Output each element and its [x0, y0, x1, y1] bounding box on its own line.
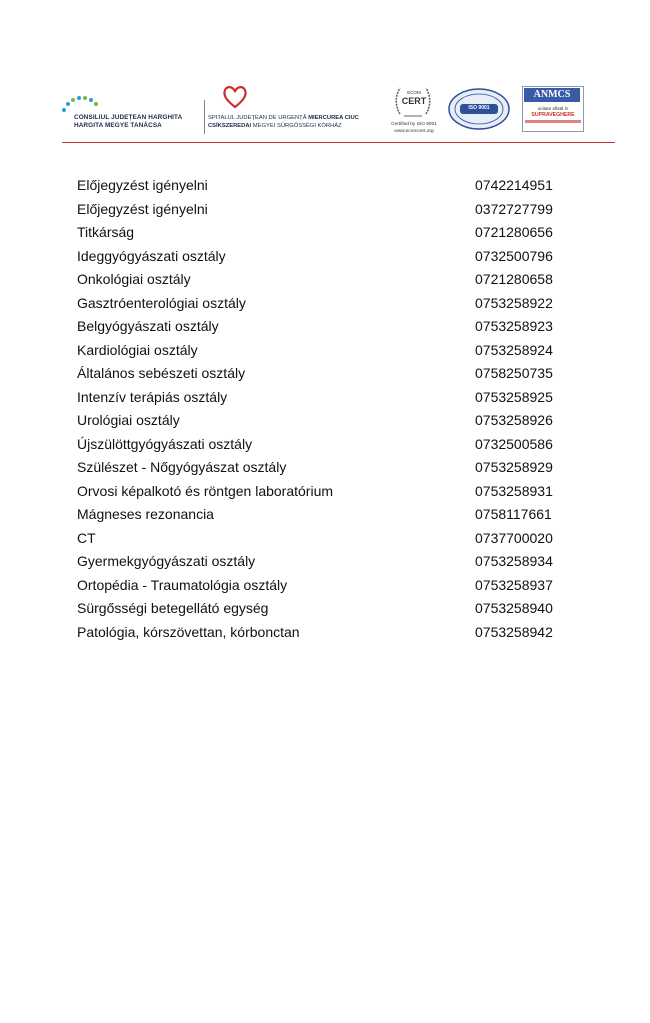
- contact-row: [77, 198, 577, 222]
- contact-row: [77, 409, 577, 433]
- hospital-logo: [208, 84, 384, 136]
- contact-row: [77, 221, 577, 245]
- phone-number: 0753258925: [475, 388, 553, 405]
- department-name: Sürgősségi betegellátó egység: [77, 600, 269, 616]
- phone-number: 0753258934: [475, 553, 553, 569]
- phone-number: 0742214951: [475, 177, 553, 193]
- department-name: CT: [77, 529, 96, 546]
- anmcs-title: ANMCS: [524, 88, 580, 102]
- department-name: Intenzív terápiás osztály: [77, 388, 228, 405]
- phone-number: 0753258924: [475, 341, 553, 358]
- header-divider: [62, 142, 615, 143]
- contact-row: [77, 292, 577, 316]
- department-name: Ideggyógyászati osztály: [77, 247, 226, 264]
- department-name: Onkológiai osztály: [77, 271, 191, 287]
- hospital-name-ro: SPITALUL JUDEȚEAN DE URGENȚĂ MIERCUREA CIUC: [208, 115, 359, 121]
- phone-number: 0721280656: [475, 224, 553, 240]
- contact-row: [77, 339, 577, 363]
- phone-number: 0753258942: [475, 623, 553, 640]
- department-name: Gyermekgyógyászati osztály: [77, 553, 256, 569]
- phone-number: 0758250735: [475, 365, 553, 381]
- phone-number: 0753258923: [475, 318, 553, 334]
- department-name: Belgyógyászati osztály: [77, 318, 219, 334]
- iso-9001-logo: [448, 88, 510, 130]
- phone-number: 0753258922: [475, 294, 553, 311]
- phone-number: 0753258937: [475, 576, 553, 593]
- contact-row: [77, 503, 577, 527]
- county-name-hu: HARGITA MEGYE TANÁCSA: [74, 122, 162, 129]
- county-name-ro: CONSILIUL JUDEȚEAN HARGHITA: [74, 114, 183, 121]
- contact-row: [77, 621, 577, 645]
- department-name: Urológiai osztály: [77, 412, 180, 428]
- phone-number: 0753258940: [475, 600, 553, 616]
- phone-number: 0721280658: [475, 271, 553, 287]
- anmcs-bar: [525, 120, 581, 123]
- phone-number: 0753258931: [475, 482, 553, 499]
- department-name: Patológia, kórszövettan, kórbonctan: [77, 623, 300, 640]
- seal-top-text: ECOM: [407, 90, 421, 95]
- department-name: Titkárság: [77, 224, 135, 240]
- hospital-name-hu: CSÍKSZEREDAI MEGYEI SÜRGŐSSÉGI KÓRHÁZ: [208, 123, 342, 129]
- iso-label: ISO 9001: [468, 105, 490, 111]
- ecomcert-logo: [384, 84, 444, 136]
- phone-number: 0758117661: [475, 506, 552, 522]
- phone-number: 0753258929: [475, 459, 553, 475]
- contact-row: [77, 433, 577, 457]
- ecomcert-url: www.ecomcert.org: [394, 129, 434, 134]
- contact-row: [77, 597, 577, 621]
- seal-main-text: CERT: [401, 96, 427, 106]
- contact-row: [77, 268, 577, 292]
- letterhead: [62, 80, 615, 142]
- county-dots-icon: [62, 94, 102, 108]
- heart-icon: [222, 84, 248, 110]
- contact-row: [77, 315, 577, 339]
- department-name: Újszülöttgyógyászati osztály: [77, 435, 253, 452]
- ecomcert-caption: Certified by ISO 9001: [391, 122, 437, 127]
- department-name: Előjegyzést igényelni: [77, 200, 208, 217]
- contact-row: [77, 550, 577, 574]
- department-name: Gasztróenterológiai osztály: [77, 294, 246, 311]
- county-council-logo: [62, 94, 202, 134]
- phone-number: 0753258926: [475, 412, 553, 428]
- contact-row: [77, 456, 577, 480]
- contact-row: [77, 245, 577, 269]
- phone-number: 0732500796: [475, 247, 553, 264]
- department-name: Ortopédia - Traumatológia osztály: [77, 576, 288, 593]
- contact-row: [77, 362, 577, 386]
- contact-row: [77, 574, 577, 598]
- phone-number: 0372727799: [475, 200, 553, 217]
- anmcs-subtitle: unitate aflată în: [537, 106, 569, 111]
- contact-row: [77, 480, 577, 504]
- phone-number: 0732500586: [475, 435, 553, 452]
- contact-row: [77, 174, 577, 198]
- department-name: Kardiológiai osztály: [77, 341, 198, 358]
- logo-divider: [204, 100, 205, 134]
- contact-row: [77, 386, 577, 410]
- department-name: Általános sebészeti osztály: [77, 365, 246, 381]
- contact-row: [77, 527, 577, 551]
- phone-number: 0737700020: [475, 529, 553, 546]
- department-name: Orvosi képalkotó és röntgen laboratórium: [77, 482, 334, 499]
- anmcs-logo: [522, 86, 584, 132]
- department-name: Szülészet - Nőgyógyászat osztály: [77, 459, 287, 475]
- department-name: Előjegyzést igényelni: [77, 177, 208, 193]
- department-name: Mágneses rezonancia: [77, 506, 214, 522]
- anmcs-status: SUPRAVEGHERE: [531, 112, 575, 118]
- contact-list: [77, 174, 577, 644]
